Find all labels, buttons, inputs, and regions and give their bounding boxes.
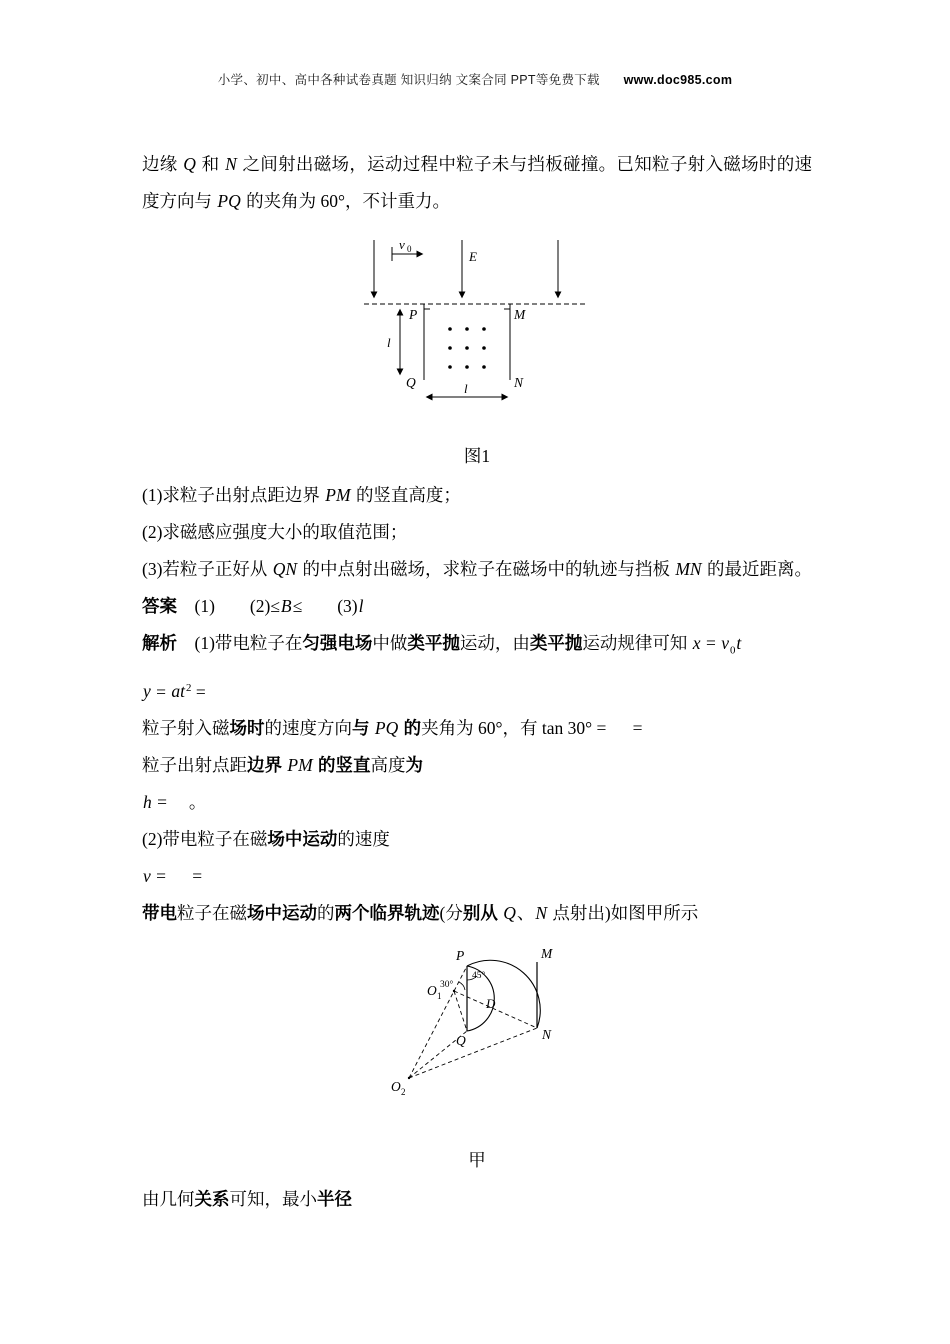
figure2-caption: 甲	[468, 1150, 486, 1171]
text-segment: v	[721, 633, 729, 653]
text-segment: 答案	[142, 596, 177, 616]
paragraph-height-intro	[142, 747, 812, 784]
paragraph-part2-intro	[142, 821, 812, 858]
paragraph-question2	[142, 514, 812, 551]
l-bottom-label: l	[464, 381, 468, 396]
O1-label: O	[427, 983, 437, 999]
text-segment: at	[171, 681, 186, 702]
text-segment: 高度	[370, 755, 406, 776]
paragraph-answer	[142, 588, 812, 625]
text-segment: 匀强电场	[302, 633, 373, 653]
text-segment: 带电	[142, 903, 177, 924]
text-segment: 类平抛	[407, 633, 460, 653]
text-segment: 的竖直	[318, 755, 371, 776]
text-segment: 的	[403, 718, 422, 739]
figure2-container	[142, 946, 812, 1129]
text-segment: Q	[503, 903, 516, 924]
text-segment: (3)若粒子正好从	[142, 559, 272, 579]
text-segment: 场中运动	[267, 829, 338, 850]
text-segment: 两个临界轨迹	[334, 903, 440, 924]
D-label: D	[486, 996, 496, 1012]
M-label: M	[541, 946, 553, 962]
text-segment: (1)求粒子出射点距边界	[142, 485, 325, 505]
text-segment: 关系	[194, 1189, 230, 1210]
text-segment: N	[225, 154, 237, 174]
v0-label: v	[399, 237, 405, 252]
paragraph-analysis-1	[142, 625, 812, 670]
text-segment: PM	[325, 485, 351, 505]
paragraph-critical-tracks	[142, 895, 812, 932]
angle-30-label: 30°	[440, 980, 454, 991]
text-segment: PQ	[217, 191, 241, 211]
paragraph-problem-statement	[142, 146, 812, 220]
text-segment: 2	[186, 681, 192, 694]
text-segment: 的速度	[337, 829, 390, 850]
text-segment: (1)带电粒子在	[177, 633, 303, 653]
l-side-label: l	[387, 335, 391, 350]
text-segment: 运动，由	[459, 633, 530, 653]
text-segment: B	[280, 596, 292, 616]
paragraph-question3	[142, 551, 812, 588]
text-segment: 的中点射出磁场，求粒子在磁场中的轨迹与挡板	[298, 559, 675, 579]
text-segment: 、	[516, 903, 535, 924]
text-segment: (2)带电粒子在磁	[142, 829, 268, 850]
text-segment: QN	[272, 559, 298, 579]
M-label: M	[514, 307, 526, 322]
N-label: N	[542, 1027, 552, 1043]
text-segment: =	[701, 633, 721, 653]
text-segment: PM	[287, 755, 313, 776]
site-link[interactable]: www.doc985.com	[623, 73, 733, 87]
document-body	[142, 146, 812, 1218]
text-segment: 的速度方向	[264, 718, 352, 739]
text-segment: 的夹角为 60°，不计重力。	[241, 191, 450, 211]
figure1-caption: 图1	[463, 446, 491, 466]
paragraph-geometry-conclusion	[142, 1181, 812, 1218]
text-segment: 边缘	[142, 154, 183, 174]
text-segment: 半径	[317, 1189, 352, 1210]
text-segment: MN	[675, 559, 702, 579]
O2-subscript: 2	[401, 1087, 406, 1098]
text-segment: t	[736, 633, 742, 653]
text-segment: y	[143, 681, 151, 702]
text-segment: ≤ (3)	[292, 596, 358, 616]
text-segment: =	[151, 681, 171, 702]
text-segment: (2)求磁感应强度大小的取值范围；	[142, 522, 408, 542]
paragraph-equation-v	[142, 858, 812, 895]
text-segment: 可知，最小	[229, 1189, 317, 1210]
text-segment: 别从	[462, 903, 498, 924]
text-segment: Q	[183, 154, 196, 174]
text-segment: 解析	[142, 633, 177, 653]
text-segment: 与	[352, 718, 370, 739]
text-segment: PQ	[374, 718, 399, 739]
text-segment: 由几何	[142, 1189, 195, 1210]
text-segment: (1) (2)≤	[177, 596, 280, 616]
Q-label: Q	[456, 1033, 466, 1049]
text-segment: 粒子在磁	[177, 903, 247, 924]
text-segment: 边界	[247, 755, 282, 776]
text-segment: 粒子射入磁	[142, 718, 230, 739]
text-segment: 夹角为 60°，有 tan 30° = =	[421, 718, 643, 739]
O2-label: O	[391, 1079, 401, 1095]
P-label: P	[456, 948, 465, 964]
text-segment: 场时	[229, 718, 265, 739]
text-segment: x	[692, 633, 701, 653]
magnetic-field-dots	[448, 327, 486, 369]
Q-label: Q	[406, 375, 416, 390]
text-segment: (分	[439, 903, 463, 924]
header-promo-text: 小学、初中、高中各种试卷真题 知识归纳 文案合同 PPT等免费下载	[217, 73, 600, 87]
text-segment: 0	[729, 644, 736, 657]
text-segment: N	[535, 903, 548, 924]
text-segment: 中做	[372, 633, 408, 653]
text-segment: 的竖直高度；	[351, 485, 461, 505]
text-segment: 之间射出磁场，运动过程中粒子未与挡板碰撞。已知粒子射入磁场时的速度方向与	[142, 154, 812, 211]
text-segment: l	[358, 596, 364, 616]
text-segment: 为	[405, 755, 424, 776]
O1-subscript: 1	[437, 991, 442, 1002]
text-segment: = 。	[152, 792, 207, 813]
figure1-diagram	[362, 234, 592, 412]
figure2-diagram	[387, 946, 567, 1116]
text-segment: 场中运动	[247, 903, 317, 924]
site-header	[0, 70, 950, 88]
text-segment: v	[143, 866, 151, 887]
paragraph-equation-h	[142, 784, 812, 821]
text-segment: 的	[317, 903, 335, 924]
text-segment: 运动规律可知	[582, 633, 692, 653]
text-segment: = =	[151, 866, 203, 887]
P-label: P	[409, 307, 418, 322]
paragraph-tan-relation	[142, 710, 812, 747]
v0-subscript: 0	[407, 244, 412, 254]
N-label: N	[514, 375, 524, 390]
text-segment: 点射出)如图甲所示	[548, 903, 699, 924]
paragraph-question1	[142, 477, 812, 514]
text-segment: 的最近距离。	[702, 559, 812, 579]
paragraph-equation-y	[142, 670, 812, 711]
E-field-label: E	[469, 249, 477, 264]
text-segment: =	[191, 681, 206, 702]
text-segment: 和	[196, 154, 225, 174]
angle-45-label: 45°	[472, 971, 486, 982]
figure1-container	[142, 234, 812, 425]
text-segment: 粒子出射点距	[142, 755, 247, 776]
text-segment: h	[143, 792, 152, 813]
text-segment: 类平抛	[529, 633, 583, 653]
